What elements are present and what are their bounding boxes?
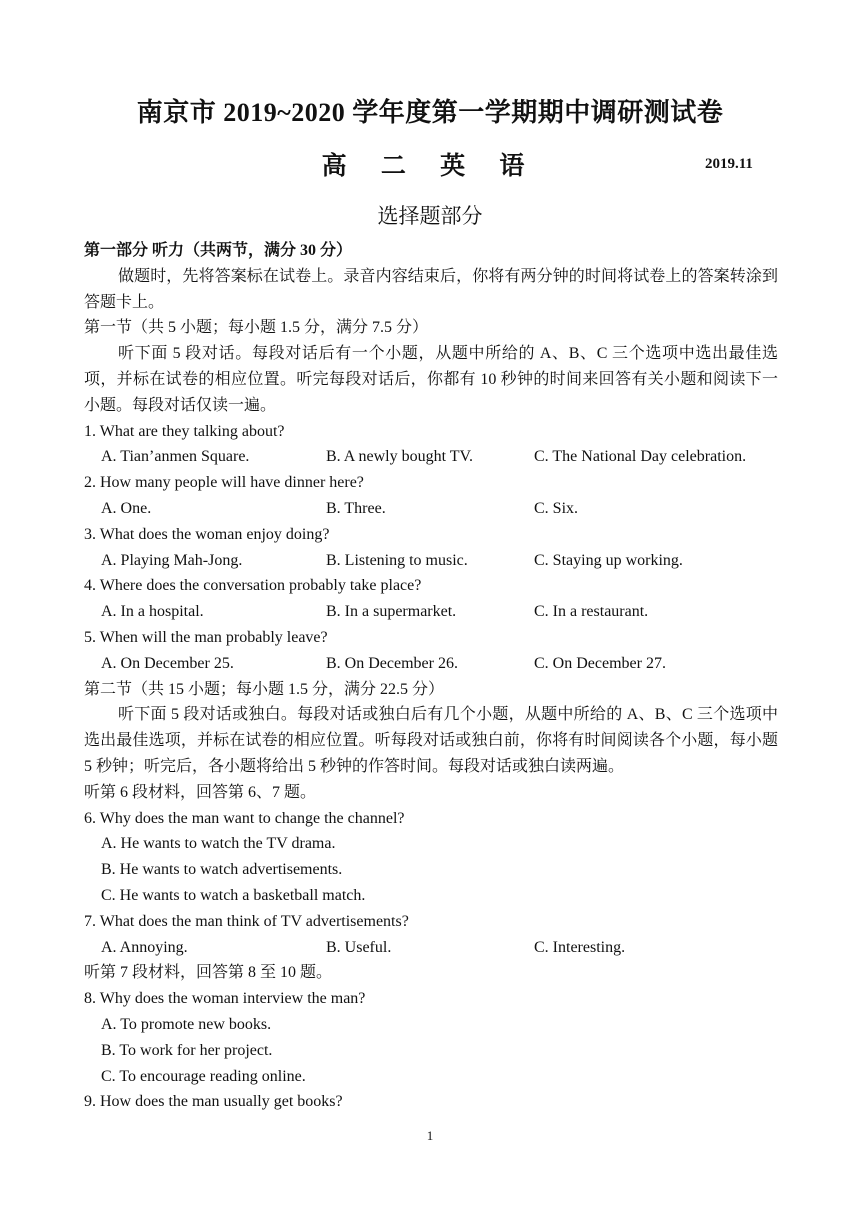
option-a: A. In a hospital. bbox=[101, 603, 204, 621]
exam-content bbox=[84, 238, 778, 1115]
option-c: C. In a restaurant. bbox=[534, 603, 649, 621]
question-stem: 6. Why does the man want to change the channel? bbox=[84, 809, 405, 827]
question-options bbox=[84, 651, 778, 677]
exam-title: 南京市 2019~2020 学年度第一学期期中调研测试卷 bbox=[136, 98, 724, 127]
option-c: C. The National Day celebration. bbox=[534, 448, 747, 466]
option-c: C. Interesting. bbox=[534, 938, 626, 956]
question-options bbox=[84, 599, 778, 625]
option-c: C. To encourage reading online. bbox=[101, 1067, 306, 1085]
question-options bbox=[84, 444, 778, 470]
question-stem: 9. How does the man usually get books? bbox=[84, 1093, 343, 1111]
section2-heading: 第二节（共 15 小题；每小题 1.5 分，满分 22.5 分） bbox=[84, 680, 445, 698]
option-a: A. Annoying. bbox=[101, 938, 188, 956]
option-b: B. On December 26. bbox=[326, 654, 458, 672]
question-stem: 8. Why does the woman interview the man? bbox=[84, 990, 366, 1008]
question-stem: 5. When will the man probably leave? bbox=[84, 628, 328, 646]
part-heading: 第一部分 听力（共两节，满分 30 分） bbox=[84, 242, 353, 259]
option-b: B. Listening to music. bbox=[326, 551, 468, 569]
option-a: A. On December 25. bbox=[101, 654, 234, 672]
section1-heading: 第一节（共 5 小题；每小题 1.5 分，满分 7.5 分） bbox=[84, 319, 429, 337]
option-c: C. He wants to watch a basketball match. bbox=[101, 886, 366, 904]
option-b: B. Three. bbox=[326, 499, 386, 517]
question-options bbox=[84, 496, 778, 522]
section1-instruction: 听下面 5 段对话。每段对话后有一个小题，从题中所给的 A、B、C 三个选项中选出最佳选项，并标在试卷的相应位置。听完每段对话后，你都有 10 秒钟的时间来回答有关小题和阅读下一小题。每段对话仅读一遍。 bbox=[84, 345, 778, 414]
option-a: A. Playing Mah-Jong. bbox=[101, 551, 243, 569]
option-b: B. He wants to watch advertisements. bbox=[101, 861, 343, 879]
part-instruction: 做题时，先将答案标在试卷上。录音内容结束后，你将有两分钟的时间将试卷上的答案转涂到答题卡上。 bbox=[84, 267, 778, 311]
option-a: A. One. bbox=[101, 499, 152, 517]
question-options bbox=[84, 548, 778, 574]
material-note: 听第 7 段材料，回答第 8 至 10 题。 bbox=[84, 964, 333, 982]
option-b: B. To work for her project. bbox=[101, 1041, 273, 1059]
section-heading: 选择题部分 bbox=[377, 204, 483, 228]
exam-date: 2019.11 bbox=[705, 156, 753, 172]
question-options bbox=[84, 935, 778, 961]
option-b: B. In a supermarket. bbox=[326, 603, 457, 621]
option-a: A. He wants to watch the TV drama. bbox=[101, 835, 336, 853]
option-c: C. On December 27. bbox=[534, 654, 666, 672]
page-number: 1 bbox=[426, 1128, 434, 1143]
question-stem: 4. Where does the conversation probably take place? bbox=[84, 577, 422, 595]
option-a: A. To promote new books. bbox=[101, 1015, 272, 1033]
section2-instruction: 听下面 5 段对话或独白。每段对话或独白后有几个小题，从题中所给的 A、B、C 三个选项中选出最佳选项，并标在试卷的相应位置。听每段对话或独白前，你将有时间阅读各个小题，每小题 5 秒钟；听完后，各小题将给出 5 秒钟的作答时间。每段对话或独白读两遍。 bbox=[84, 706, 778, 775]
option-b: B. A newly bought TV. bbox=[326, 448, 473, 466]
question-stem: 7. What does the man think of TV advertisements? bbox=[84, 912, 409, 930]
material-note: 听第 6 段材料，回答第 6、7 题。 bbox=[84, 783, 317, 801]
question-stem: 3. What does the woman enjoy doing? bbox=[84, 525, 330, 543]
option-a: A. Tian’anmen Square. bbox=[101, 448, 250, 466]
option-c: C. Staying up working. bbox=[534, 551, 683, 569]
question-stem: 2. How many people will have dinner here? bbox=[84, 474, 364, 492]
question-stem: 1. What are they talking about? bbox=[84, 422, 285, 440]
subject-title: 高 二 英 语 bbox=[321, 153, 539, 180]
option-c: C. Six. bbox=[534, 499, 579, 517]
option-b: B. Useful. bbox=[326, 938, 392, 956]
